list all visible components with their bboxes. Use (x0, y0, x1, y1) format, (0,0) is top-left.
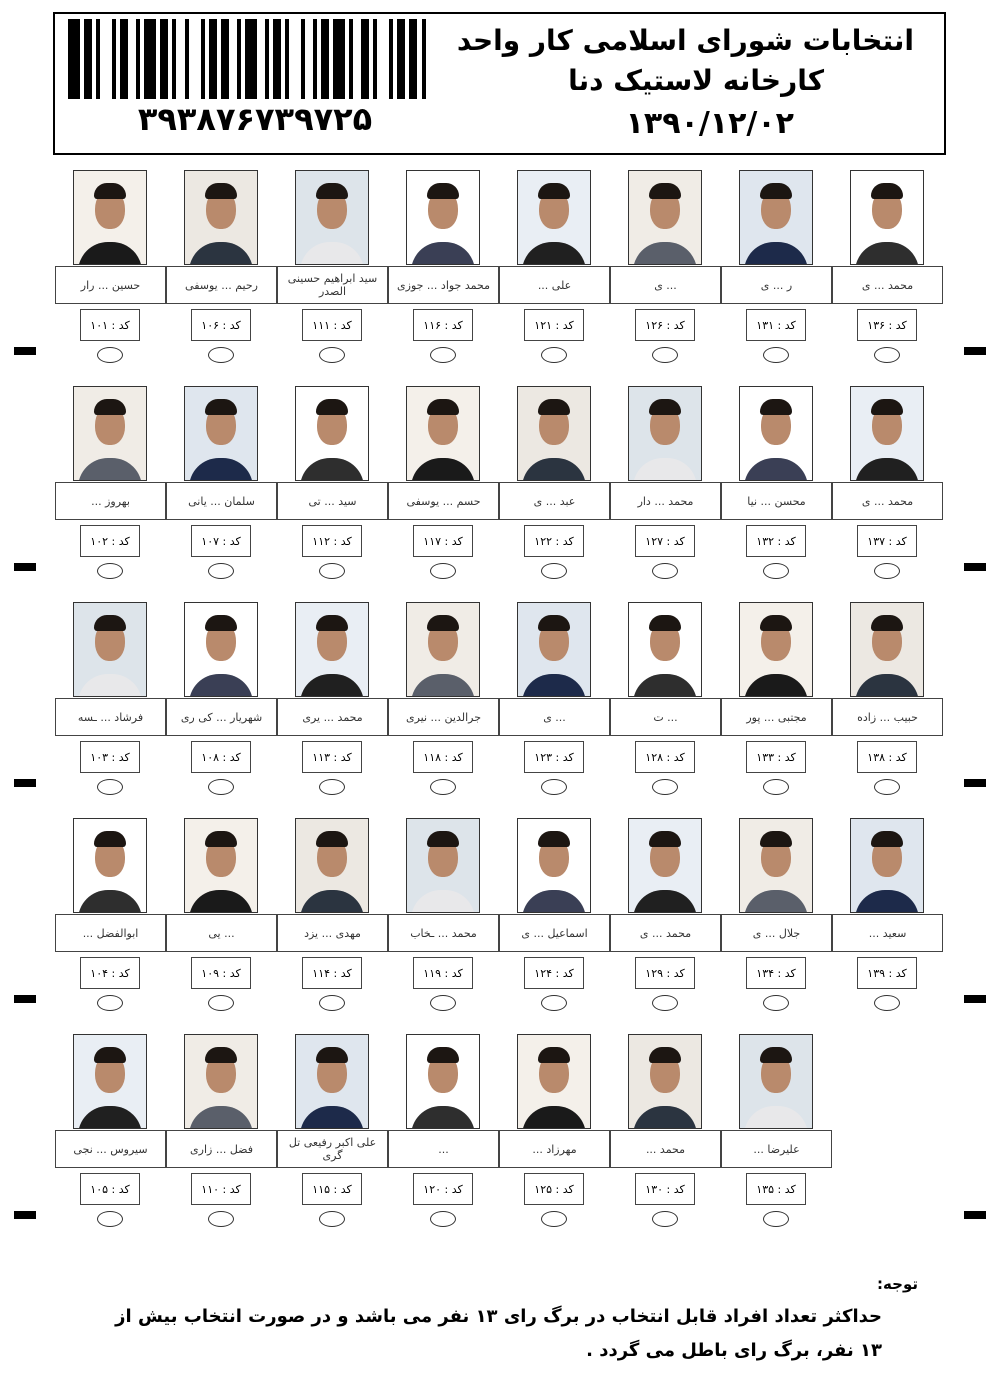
factory-name: کارخانه لاستیک دنا (568, 64, 824, 97)
candidate-photo (184, 386, 258, 481)
candidate-photo (406, 602, 480, 697)
candidate-photo (517, 818, 591, 913)
candidate-photo (850, 602, 924, 697)
candidate-code: کد : ۱۱۴ (302, 957, 362, 989)
candidate-item (166, 818, 277, 1038)
candidate-item (388, 602, 499, 822)
candidate-photo (73, 818, 147, 913)
vote-bubble[interactable] (97, 995, 123, 1011)
candidate-name: محمد ... (610, 1130, 721, 1168)
candidate-item (277, 386, 388, 606)
candidate-photo (295, 386, 369, 481)
candidate-name: مجتبی ... پور (721, 698, 832, 736)
registration-mark (14, 347, 36, 355)
note-label: توجه: (877, 1275, 918, 1293)
candidate-photo (628, 170, 702, 265)
candidate-item (499, 386, 610, 606)
candidate-name: محمد ... ـخاب (388, 914, 499, 952)
candidate-item (388, 818, 499, 1038)
candidate-item (388, 386, 499, 606)
candidate-item (499, 1034, 610, 1254)
registration-mark (14, 995, 36, 1003)
candidate-name: علی ... (499, 266, 610, 304)
candidate-code: کد : ۱۰۵ (80, 1173, 140, 1205)
candidate-photo (406, 1034, 480, 1129)
vote-bubble[interactable] (430, 995, 456, 1011)
candidate-code: کد : ۱۲۹ (635, 957, 695, 989)
election-date: ۱۳۹۰/۱۲/۰۲ (625, 106, 794, 141)
candidate-name: حسین ... رار (55, 266, 166, 304)
candidate-photo (184, 1034, 258, 1129)
candidate-item (721, 386, 832, 606)
election-title: انتخابات شورای اسلامی کار واحد (456, 24, 914, 57)
vote-bubble[interactable] (97, 563, 123, 579)
candidate-name: ... ت (610, 698, 721, 736)
note-text: حداکثر تعداد افراد قابل انتخاب در برگ رای ۱۳ نفر می باشد و در صورت انتخاب بیش از ۱۳ نفر، برگ رای باطل می گردد . (115, 1306, 882, 1361)
vote-bubble[interactable] (763, 779, 789, 795)
candidate-name: سید ابراهیم حسینی الصدر (277, 266, 388, 304)
vote-bubble[interactable] (541, 995, 567, 1011)
vote-bubble[interactable] (430, 1211, 456, 1227)
candidate-code: کد : ۱۱۰ (191, 1173, 251, 1205)
candidate-item (610, 170, 721, 390)
candidate-item (55, 818, 166, 1038)
candidate-name: بهروز ... (55, 482, 166, 520)
candidate-code: کد : ۱۳۵ (746, 1173, 806, 1205)
vote-bubble[interactable] (208, 1211, 234, 1227)
candidate-name: عبد ... ی (499, 482, 610, 520)
candidate-code: کد : ۱۰۳ (80, 741, 140, 773)
registration-mark (964, 563, 986, 571)
candidate-item (721, 818, 832, 1038)
vote-bubble[interactable] (874, 995, 900, 1011)
candidate-photo (850, 170, 924, 265)
vote-bubble[interactable] (541, 347, 567, 363)
registration-mark (964, 779, 986, 787)
candidate-photo (850, 818, 924, 913)
vote-bubble[interactable] (319, 347, 345, 363)
candidate-item (55, 386, 166, 606)
registration-mark (964, 347, 986, 355)
vote-bubble[interactable] (208, 779, 234, 795)
candidate-name: فضل ... زاری (166, 1130, 277, 1168)
candidate-photo (739, 170, 813, 265)
candidate-photo (73, 1034, 147, 1129)
candidate-name: محمد ... ی (610, 914, 721, 952)
candidate-item (55, 1034, 166, 1254)
candidate-photo (628, 818, 702, 913)
candidate-code: کد : ۱۲۷ (635, 525, 695, 557)
barcode-number: ۳۹۳۸۷۶۷۳۹۷۲۵ (137, 100, 373, 138)
candidate-code: کد : ۱۰۱ (80, 309, 140, 341)
candidate-photo (73, 386, 147, 481)
candidate-photo (406, 170, 480, 265)
candidate-code: کد : ۱۲۴ (524, 957, 584, 989)
vote-bubble[interactable] (97, 779, 123, 795)
candidate-code: کد : ۱۰۹ (191, 957, 251, 989)
vote-bubble[interactable] (208, 995, 234, 1011)
candidate-photo (628, 602, 702, 697)
candidate-code: کد : ۱۳۲ (746, 525, 806, 557)
vote-bubble[interactable] (541, 563, 567, 579)
candidate-code: کد : ۱۳۷ (857, 525, 917, 557)
vote-bubble[interactable] (652, 779, 678, 795)
candidate-code: کد : ۱۱۲ (302, 525, 362, 557)
candidate-name: جلال ... ی (721, 914, 832, 952)
candidate-item (499, 602, 610, 822)
candidate-code: کد : ۱۱۵ (302, 1173, 362, 1205)
candidate-code: کد : ۱۲۶ (635, 309, 695, 341)
candidate-name: سیروس ... نجی (55, 1130, 166, 1168)
candidate-item (721, 170, 832, 390)
candidate-photo (628, 1034, 702, 1129)
candidate-photo (73, 170, 147, 265)
vote-bubble[interactable] (430, 347, 456, 363)
candidate-photo (184, 170, 258, 265)
candidate-code: کد : ۱۰۸ (191, 741, 251, 773)
candidate-photo (739, 386, 813, 481)
vote-bubble[interactable] (541, 779, 567, 795)
registration-mark (14, 779, 36, 787)
candidate-code: کد : ۱۳۰ (635, 1173, 695, 1205)
candidate-photo (73, 602, 147, 697)
candidate-photo (739, 602, 813, 697)
candidate-name: ابوالفضل ... (55, 914, 166, 952)
candidate-item (499, 818, 610, 1038)
candidate-name: محمد ... دار (610, 482, 721, 520)
registration-mark (964, 995, 986, 1003)
candidate-photo (739, 818, 813, 913)
candidate-photo (517, 386, 591, 481)
vote-bubble[interactable] (763, 1211, 789, 1227)
candidate-item (388, 170, 499, 390)
vote-bubble[interactable] (97, 1211, 123, 1227)
candidate-photo (295, 1034, 369, 1129)
candidate-photo (295, 602, 369, 697)
registration-mark (964, 1211, 986, 1219)
candidate-item (55, 602, 166, 822)
candidate-item (166, 170, 277, 390)
candidate-item (166, 602, 277, 822)
candidate-code: کد : ۱۱۹ (413, 957, 473, 989)
candidate-photo (517, 602, 591, 697)
candidate-photo (850, 386, 924, 481)
candidate-photo (628, 386, 702, 481)
candidate-code: کد : ۱۱۸ (413, 741, 473, 773)
vote-bubble[interactable] (430, 563, 456, 579)
vote-bubble[interactable] (319, 995, 345, 1011)
candidate-item (277, 1034, 388, 1254)
candidate-code: کد : ۱۳۱ (746, 309, 806, 341)
candidate-code: کد : ۱۳۹ (857, 957, 917, 989)
vote-bubble[interactable] (652, 1211, 678, 1227)
candidate-item (610, 602, 721, 822)
candidate-item (610, 386, 721, 606)
candidate-item (610, 818, 721, 1038)
candidate-code: کد : ۱۲۳ (524, 741, 584, 773)
candidate-code: کد : ۱۳۶ (857, 309, 917, 341)
candidate-code: کد : ۱۳۴ (746, 957, 806, 989)
candidate-photo (184, 602, 258, 697)
candidate-item (721, 1034, 832, 1254)
candidate-name: حسم ... یوسفی (388, 482, 499, 520)
candidate-name: ... ی (499, 698, 610, 736)
candidate-name: فرشاد ... ـسه (55, 698, 166, 736)
candidate-item (166, 1034, 277, 1254)
candidate-item (388, 1034, 499, 1254)
candidate-name: رحیم ... یوسفی (166, 266, 277, 304)
candidate-name: ... یی (166, 914, 277, 952)
candidate-code: کد : ۱۲۵ (524, 1173, 584, 1205)
candidate-name: محمد ... ی (832, 482, 943, 520)
candidate-item (832, 602, 943, 822)
candidate-name: سعید ... (832, 914, 943, 952)
candidate-photo (517, 170, 591, 265)
candidate-code: کد : ۱۳۸ (857, 741, 917, 773)
candidate-name: علی اکبر رفیعی تل گری (277, 1130, 388, 1168)
candidate-item (721, 602, 832, 822)
vote-bubble[interactable] (874, 779, 900, 795)
candidate-code: کد : ۱۲۸ (635, 741, 695, 773)
vote-bubble[interactable] (874, 563, 900, 579)
candidate-item (55, 170, 166, 390)
candidate-name: مهدی ... یزد (277, 914, 388, 952)
candidate-code: کد : ۱۱۳ (302, 741, 362, 773)
vote-bubble[interactable] (874, 347, 900, 363)
candidate-code: کد : ۱۱۷ (413, 525, 473, 557)
candidate-photo (184, 818, 258, 913)
vote-bubble[interactable] (208, 563, 234, 579)
candidate-item (166, 386, 277, 606)
candidate-item (832, 386, 943, 606)
vote-bubble[interactable] (430, 779, 456, 795)
candidate-name: حبیب ... زاده (832, 698, 943, 736)
candidate-item (832, 170, 943, 390)
candidate-photo (517, 1034, 591, 1129)
vote-bubble[interactable] (652, 347, 678, 363)
candidate-name: ... ی (610, 266, 721, 304)
candidate-name: شهریار ... کی ری (166, 698, 277, 736)
candidate-name: علیرضا ... (721, 1130, 832, 1168)
vote-bubble[interactable] (319, 779, 345, 795)
candidate-code: کد : ۱۲۲ (524, 525, 584, 557)
vote-bubble[interactable] (763, 347, 789, 363)
candidate-code: کد : ۱۳۳ (746, 741, 806, 773)
candidate-photo (295, 170, 369, 265)
candidate-item (499, 170, 610, 390)
vote-bubble[interactable] (763, 563, 789, 579)
candidate-item (610, 1034, 721, 1254)
candidate-name: مهرزاد ... (499, 1130, 610, 1168)
vote-bubble[interactable] (319, 1211, 345, 1227)
vote-bubble[interactable] (97, 347, 123, 363)
candidate-item (277, 818, 388, 1038)
candidate-item (832, 818, 943, 1038)
candidate-name: اسماعیل ... ی (499, 914, 610, 952)
candidate-item (277, 170, 388, 390)
vote-bubble[interactable] (208, 347, 234, 363)
candidate-name: ... (388, 1130, 499, 1168)
candidate-code: کد : ۱۱۱ (302, 309, 362, 341)
candidate-name: محسن ... نیا (721, 482, 832, 520)
candidate-code: کد : ۱۰۲ (80, 525, 140, 557)
candidate-photo (739, 1034, 813, 1129)
vote-bubble[interactable] (652, 563, 678, 579)
candidate-code: کد : ۱۲۰ (413, 1173, 473, 1205)
registration-mark (14, 1211, 36, 1219)
registration-mark (14, 563, 36, 571)
candidate-name: سلمان ... یانی (166, 482, 277, 520)
candidate-item (277, 602, 388, 822)
candidate-name: محمد جواد ... جوزی (388, 266, 499, 304)
candidate-photo (406, 386, 480, 481)
candidate-name: جرالدین ... نیری (388, 698, 499, 736)
candidate-name: ر ... ی (721, 266, 832, 304)
candidate-code: کد : ۱۰۴ (80, 957, 140, 989)
candidate-name: محمد ... ی (832, 266, 943, 304)
candidate-photo (406, 818, 480, 913)
vote-bubble[interactable] (763, 995, 789, 1011)
candidate-code: کد : ۱۱۶ (413, 309, 473, 341)
candidate-code: کد : ۱۰۶ (191, 309, 251, 341)
candidate-code: کد : ۱۲۱ (524, 309, 584, 341)
vote-bubble[interactable] (319, 563, 345, 579)
candidate-code: کد : ۱۰۷ (191, 525, 251, 557)
candidate-name: محمد ... یری (277, 698, 388, 736)
candidate-name: سید ... تی (277, 482, 388, 520)
candidate-photo (295, 818, 369, 913)
vote-bubble[interactable] (541, 1211, 567, 1227)
vote-bubble[interactable] (652, 995, 678, 1011)
